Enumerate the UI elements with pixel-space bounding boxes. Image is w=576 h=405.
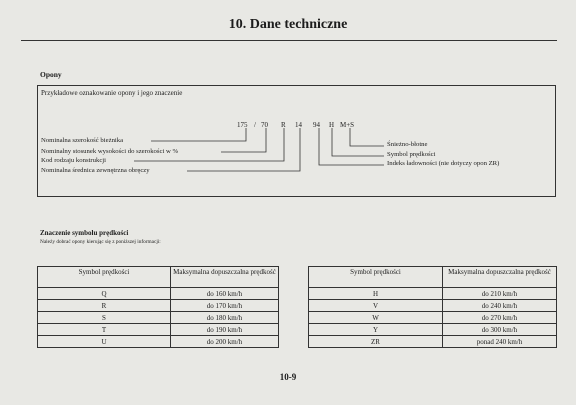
tire-code-rim: 14 — [295, 121, 302, 129]
table-row — [38, 312, 557, 324]
label-rim-diameter: Nominalna średnica zewnętrzna obręczy — [41, 167, 150, 174]
symbol-cell: W — [309, 312, 443, 324]
title-divider — [21, 40, 557, 41]
table-row — [38, 336, 557, 348]
tire-code-mud-snow: M+S — [340, 121, 355, 129]
tire-marking-example-box — [37, 85, 556, 197]
symbol-cell: U — [38, 336, 171, 348]
leader-line-speed — [332, 128, 384, 156]
leader-line-construction — [134, 128, 284, 161]
symbol-cell: T — [38, 324, 171, 336]
label-speed-symbol: Symbol prędkości — [387, 151, 436, 158]
leader-line-rim — [187, 128, 300, 171]
tires-heading: Opony — [40, 70, 62, 79]
page-title: 10. Dane techniczne — [228, 17, 348, 32]
speed-cell: do 210 km/h — [443, 288, 557, 300]
tire-code-width: 175 — [237, 121, 248, 129]
speed-cell: do 270 km/h — [443, 312, 557, 324]
speed-symbol-note: Należy dobrać opony kierując się z poniższej informacji: — [40, 239, 161, 245]
label-aspect-ratio: Nominalny stosunek wysokości do szerokości w % — [41, 148, 179, 155]
table-gap — [279, 267, 309, 288]
symbol-cell: S — [38, 312, 171, 324]
speed-cell: do 300 km/h — [443, 324, 557, 336]
speed-cell: do 190 km/h — [171, 324, 279, 336]
table-gap — [279, 324, 309, 336]
leader-line-aspect — [221, 128, 266, 152]
tire-code-load: 94 — [313, 121, 320, 129]
label-mud-snow: Śnieżno-błotne — [387, 141, 428, 148]
header-speed-left: Maksymalna dopuszczalna prędkość — [171, 267, 279, 288]
page-number: 10-9 — [279, 372, 297, 382]
tire-marking-example-title: Przykładowe oznakowanie opony i jego znaczenie — [41, 89, 183, 97]
label-construction-code: Kod rodzaju konstrukcji — [41, 157, 107, 164]
symbol-cell: R — [38, 300, 171, 312]
header-symbol-right: Symbol prędkości — [309, 267, 443, 288]
header-speed-right: Maksymalna dopuszczalna prędkość — [443, 267, 557, 288]
table-gap — [279, 312, 309, 324]
symbol-cell: Q — [38, 288, 171, 300]
speed-cell: do 160 km/h — [171, 288, 279, 300]
table-gap — [279, 300, 309, 312]
speed-cell: do 200 km/h — [171, 336, 279, 348]
tire-code-construction: R — [281, 121, 286, 129]
table-header-row — [38, 267, 557, 288]
speed-cell: do 240 km/h — [443, 300, 557, 312]
label-load-index: Indeks ładowności (nie dotyczy opon ZR) — [387, 160, 500, 167]
speed-cell: do 180 km/h — [171, 312, 279, 324]
speed-symbol-heading: Znaczenie symbolu prędkości — [40, 229, 129, 237]
tire-code-slash: / — [254, 121, 256, 129]
leader-line-width — [151, 128, 246, 141]
speed-symbol-table — [37, 266, 557, 348]
table-row — [38, 300, 557, 312]
speed-cell: do 170 km/h — [171, 300, 279, 312]
label-tread-width: Nominalna szerokość bieżnika — [41, 137, 124, 144]
table-gap — [279, 288, 309, 300]
table-row — [38, 288, 557, 300]
symbol-cell: V — [309, 300, 443, 312]
symbol-cell: Y — [309, 324, 443, 336]
header-symbol-left: Symbol prędkości — [38, 267, 171, 288]
tire-code-speed: H — [329, 121, 335, 129]
tire-code-aspect: 70 — [261, 121, 268, 129]
symbol-cell: H — [309, 288, 443, 300]
leader-line-mud-snow — [350, 128, 384, 146]
table-row — [38, 324, 557, 336]
table-gap — [279, 336, 309, 348]
speed-cell: ponad 240 km/h — [443, 336, 557, 348]
leader-line-load — [319, 128, 384, 165]
symbol-cell: ZR — [309, 336, 443, 348]
